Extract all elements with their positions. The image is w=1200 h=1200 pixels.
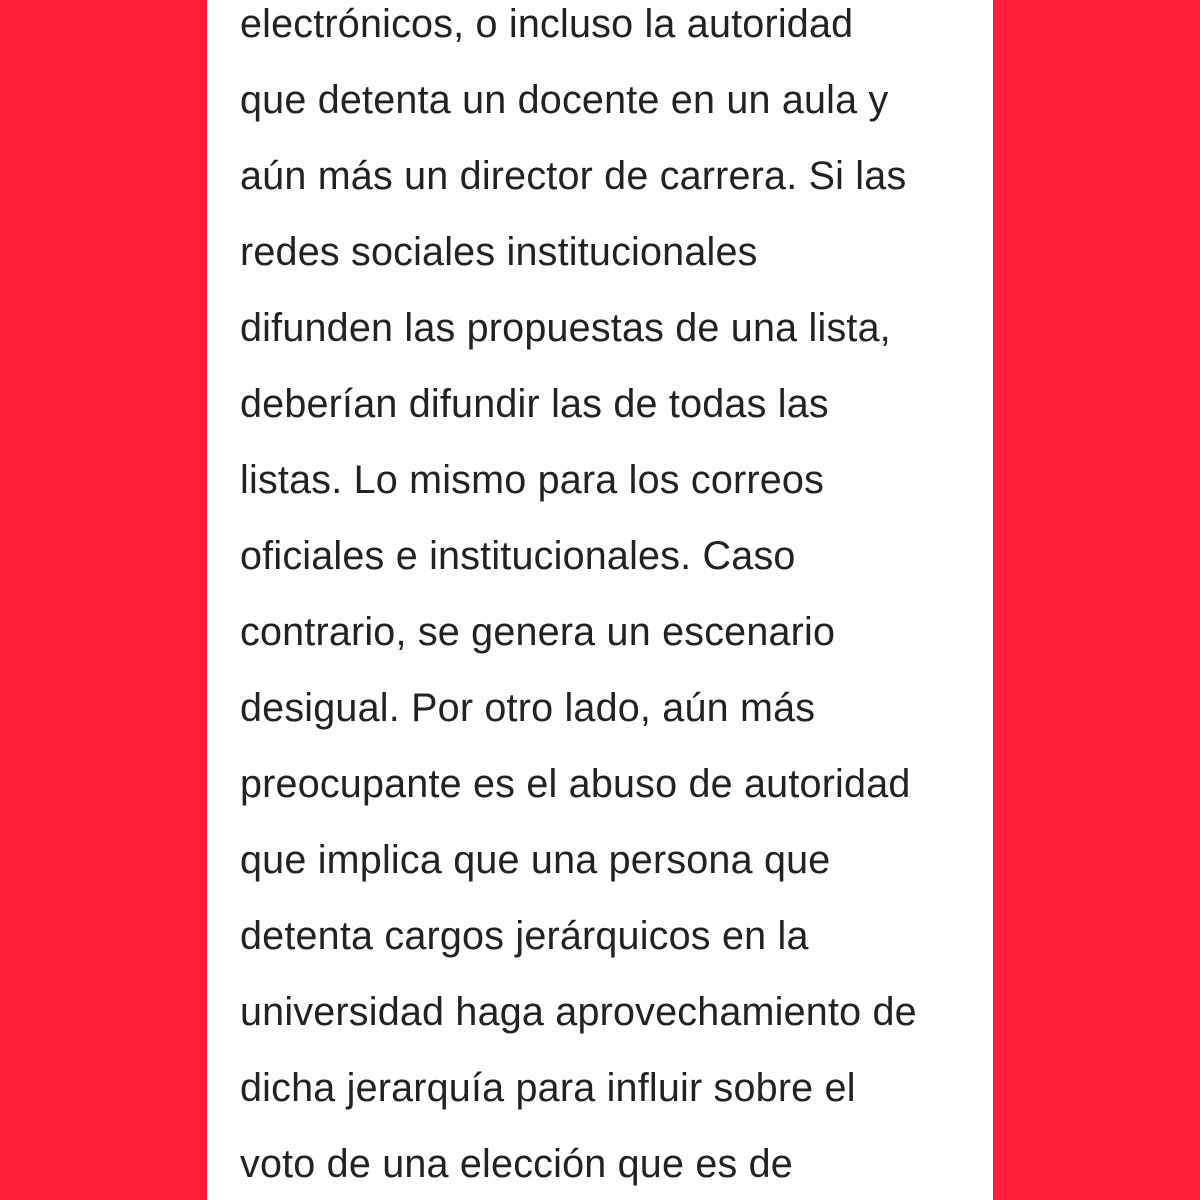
text-line-10: desigual. Por otro lado, aún más <box>240 686 816 730</box>
text-line-15: dicha jerarquía para influir sobre el <box>240 1066 856 1110</box>
text-line-16: voto de una elección que es de <box>240 1142 793 1186</box>
paragraph-text <box>240 0 960 1200</box>
text-line-2: que detenta un docente en un aula y <box>240 78 889 122</box>
text-line-8: oficiales e institucionales. Caso <box>240 534 796 578</box>
text-line-6: deberían difundir las de todas las <box>240 382 829 426</box>
text-line-3: aún más un director de carrera. Si las <box>240 154 907 198</box>
right-red-border <box>993 0 1200 1200</box>
text-line-1: electrónicos, o incluso la autoridad <box>240 2 854 46</box>
text-line-4: redes sociales institucionales <box>240 230 758 274</box>
document-page <box>207 0 993 1200</box>
text-line-14: universidad haga aprovechamiento de <box>240 990 917 1034</box>
text-line-9: contrario, se genera un escenario <box>240 610 836 654</box>
text-line-13: detenta cargos jerárquicos en la <box>240 914 809 958</box>
text-line-7: listas. Lo mismo para los correos <box>240 458 825 502</box>
text-line-5: difunden las propuestas de una lista, <box>240 306 891 350</box>
text-line-12: que implica que una persona que <box>240 838 831 882</box>
text-line-11: preocupante es el abuso de autoridad <box>240 762 911 806</box>
left-red-border <box>0 0 207 1200</box>
